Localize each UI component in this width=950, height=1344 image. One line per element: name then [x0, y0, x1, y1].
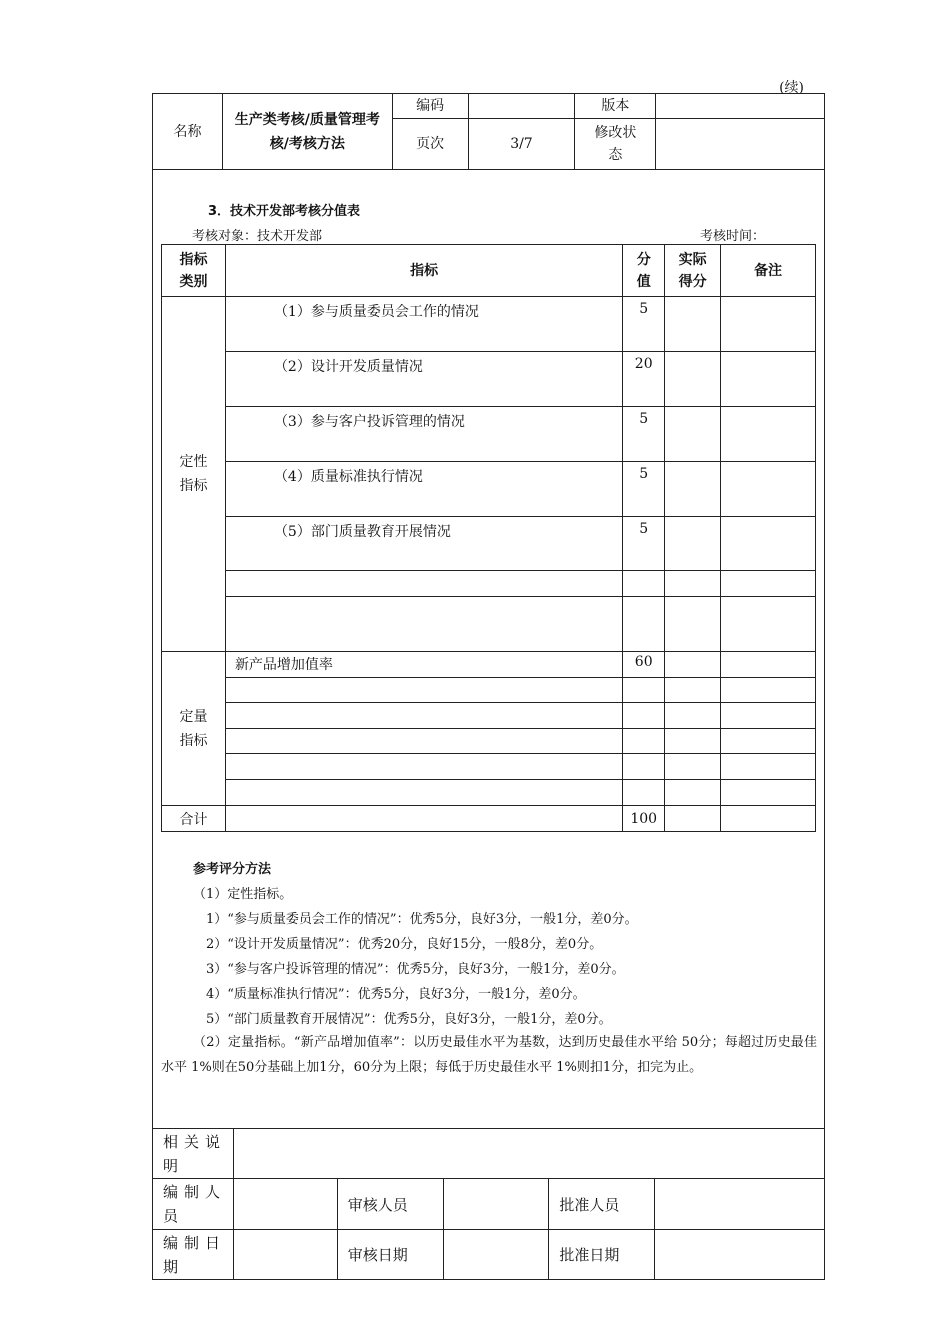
- version-value: [656, 94, 825, 119]
- actual-cell: [665, 407, 721, 462]
- total-label: 合计: [162, 806, 226, 832]
- table-row: [162, 754, 816, 780]
- reference-title: 参考评分方法: [193, 862, 272, 877]
- table-row: [162, 571, 816, 597]
- table-row: [162, 407, 816, 462]
- score-cell: 5: [623, 517, 665, 571]
- table-row: [162, 780, 816, 806]
- revision-value: [656, 119, 825, 170]
- compiler-value: [233, 1179, 337, 1230]
- indicator-cell: （5）部门质量教育开展情况: [225, 517, 622, 571]
- header-score: 分值: [623, 245, 665, 297]
- remark-cell: [721, 297, 816, 352]
- category-qualitative: 定性指标: [162, 297, 226, 652]
- approver-value: [655, 1179, 825, 1230]
- total-score: 100: [623, 806, 665, 832]
- reference-item: 1）“参与质量委员会工作的情况”：优秀5分，良好3分，一般1分，差0分。: [206, 912, 638, 927]
- remark-cell: [721, 806, 816, 832]
- table-row: [162, 352, 816, 407]
- reference-item: 2）“设计开发质量情况”：优秀20分，良好15分，一般8分，差0分。: [206, 937, 603, 952]
- header-actual: 实际得分: [665, 245, 721, 297]
- indicator-cell: （2）设计开发质量情况: [225, 352, 622, 407]
- code-value: [468, 94, 575, 119]
- document-name: 生产类考核/质量管理考核/考核方法: [222, 94, 392, 170]
- score-cell: 5: [623, 407, 665, 462]
- score-cell: 5: [623, 462, 665, 517]
- continued-mark: (续): [779, 80, 804, 96]
- page-value: 3/7: [468, 119, 575, 170]
- actual-cell: [665, 297, 721, 352]
- approve-date-value: [655, 1230, 825, 1280]
- remark-cell: [721, 571, 816, 597]
- table-row: [162, 297, 816, 352]
- reference-item: 4）“质量标准执行情况”：优秀5分，良好3分，一般1分，差0分。: [206, 987, 586, 1002]
- score-cell: [623, 597, 665, 652]
- approve-date-label: 批准日期: [549, 1230, 655, 1280]
- score-cell: 60: [623, 652, 665, 678]
- approver-label: 批准人员: [549, 1179, 655, 1230]
- table-row: [162, 517, 816, 571]
- indicator-cell: [225, 597, 622, 652]
- review-date-value: [443, 1230, 549, 1280]
- reviewer-label: 审核人员: [337, 1179, 443, 1230]
- actual-cell: [665, 352, 721, 407]
- notes-label: 相关说明: [153, 1129, 234, 1179]
- compile-date-label: 编制日期: [153, 1230, 234, 1280]
- reference-item: 3）“参与客户投诉管理的情况”：优秀5分，良好3分，一般1分，差0分。: [206, 962, 625, 977]
- indicator-cell: 新产品增加值率: [225, 652, 622, 678]
- review-date-label: 审核日期: [337, 1230, 443, 1280]
- version-label: 版本: [575, 94, 656, 119]
- table-row: [162, 462, 816, 517]
- remark-cell: [721, 407, 816, 462]
- revision-label: 修改状态: [575, 119, 656, 170]
- notes-value: [233, 1129, 824, 1179]
- signature-table: [152, 1128, 825, 1280]
- actual-cell: [665, 597, 721, 652]
- table-row: [162, 597, 816, 652]
- remark-cell: [721, 517, 816, 571]
- reference-item: 5）“部门质量教育开展情况”：优秀5分，良好3分，一般1分，差0分。: [206, 1012, 612, 1027]
- indicator-cell: （3）参与客户投诉管理的情况: [225, 407, 622, 462]
- actual-cell: [665, 517, 721, 571]
- page-label: 页次: [392, 119, 468, 170]
- remark-cell: [721, 597, 816, 652]
- score-table: [161, 244, 816, 832]
- indicator-cell: [225, 571, 622, 597]
- indicator-cell: （1）参与质量委员会工作的情况: [225, 297, 622, 352]
- actual-cell: [665, 652, 721, 678]
- table-row: [162, 652, 816, 678]
- actual-cell: [665, 806, 721, 832]
- category-quantitative: 定量指标: [162, 652, 226, 806]
- table-row: [162, 729, 816, 754]
- actual-cell: [665, 571, 721, 597]
- remark-cell: [721, 652, 816, 678]
- qualitative-title: （1）定性指标。: [193, 887, 293, 902]
- assessment-time: 考核时间：: [700, 229, 766, 244]
- name-label: 名称: [153, 94, 223, 170]
- actual-cell: [665, 462, 721, 517]
- header-remark: 备注: [721, 245, 816, 297]
- total-row: [162, 806, 816, 832]
- reviewer-value: [443, 1179, 549, 1230]
- quantitative-description: （2）定量指标。“新产品增加值率”：以历史最佳水平为基数，达到历史最佳水平给 50分；每超过历史最佳水平 1%则在50分基础上加1分，60分为上限；每低于历史最佳水平 1%则扣1分，扣完为止。: [161, 1035, 817, 1075]
- score-cell: [623, 571, 665, 597]
- indicator-cell: [225, 806, 622, 832]
- compile-date-value: [233, 1230, 337, 1280]
- compiler-label: 编制人员: [153, 1179, 234, 1230]
- assessment-target: 考核对象：技术开发部: [192, 229, 323, 244]
- document-header-table: [152, 93, 825, 170]
- header-indicator: 指标: [225, 245, 622, 297]
- table-row: [162, 678, 816, 703]
- remark-cell: [721, 462, 816, 517]
- header-category: 指标类别: [162, 245, 226, 297]
- score-cell: 5: [623, 297, 665, 352]
- table-row: [162, 703, 816, 729]
- code-label: 编码: [392, 94, 468, 119]
- score-cell: 20: [623, 352, 665, 407]
- remark-cell: [721, 352, 816, 407]
- indicator-cell: （4）质量标准执行情况: [225, 462, 622, 517]
- section-title: 3．技术开发部考核分值表: [208, 204, 361, 219]
